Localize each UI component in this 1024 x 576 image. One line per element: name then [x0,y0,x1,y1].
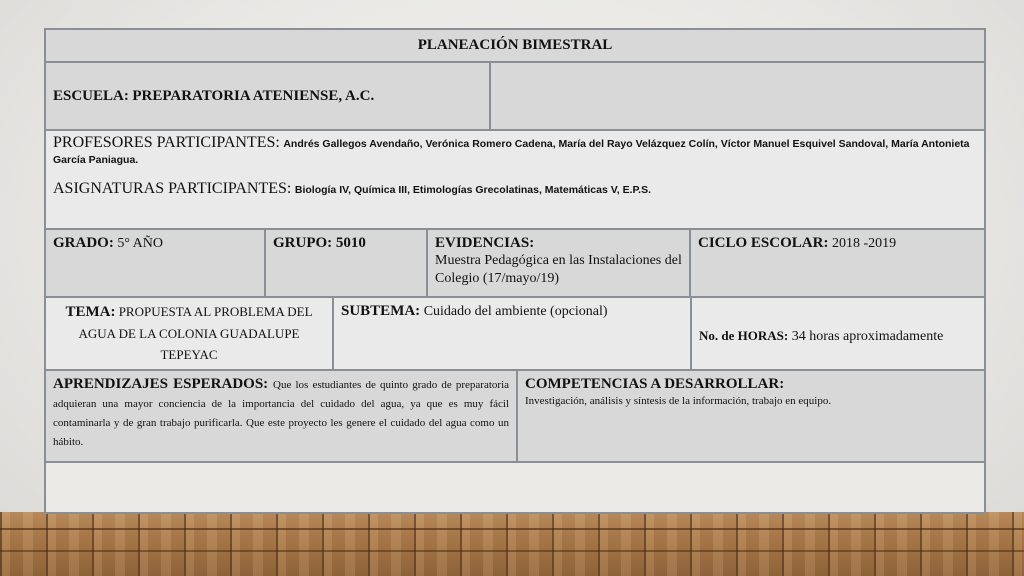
school-cell [45,62,490,130]
school-empty-cell [490,62,985,130]
competencies-value: Investigación, análisis y síntesis de la información, trabajo en equipo. [525,395,832,407]
subjects-label: ASIGNATURAS PARTICIPANTES: [53,180,292,197]
grade-value: 5° AÑO [117,236,163,251]
learning-cell [45,370,517,462]
subjects-value: Biología IV, Química III, Etimologías Grecolatinas, Matemáticas V, E.P.S. [294,184,652,196]
grade-cell [45,229,265,297]
learning-value: Que los estudiantes de quinto grado de preparatoria adquieran una mayor conciencia de la importancia del cuidado del agua, ya que es muy fácil contaminarla y de gran trabajo purificarla. Que este proyecto les genere el cuidado del agua como un hábito. [53,379,510,448]
learning-label: APRENDIZAJES ESPERADOS: [53,376,269,392]
competencies-cell [517,370,985,462]
school-label: ESCUELA: [53,88,129,104]
subtopic-label: SUBTEMA: [341,303,421,319]
planning-table [44,28,986,514]
teachers-label: PROFESORES PARTICIPANTES: [53,134,280,151]
competencies-label: COMPETENCIAS A DESARROLLAR: [525,376,785,392]
hours-label: No. de HORAS: [699,328,789,343]
empty-bottom-cell [45,462,985,513]
school-year-value: 2018 -2019 [831,236,897,251]
page-title: PLANEACIÓN BIMESTRAL [417,37,613,53]
school-year-cell [690,229,985,297]
grade-label: GRADO: [53,235,114,251]
topic-value: PROPUESTA AL PROBLEMA DEL AGUA DE LA COLONIA GUADALUPE TEPEYAC [78,304,313,362]
group-cell [265,229,427,297]
floor-seam [0,528,1024,530]
wood-floor-background [0,512,1024,576]
evidence-cell [427,229,690,297]
teachers-value: Andrés Gallegos Avendaño, Verónica Romero Cadena, María del Rayo Velázquez Colín, Víctor Manuel Esquivel Sandoval, María Antonieta García Paniagua. [53,138,970,166]
evidence-label: EVIDENCIAS: [435,235,535,251]
topic-cell [45,297,333,370]
title-cell [45,29,985,62]
group-label: GRUPO: 5010 [273,235,366,251]
topic-label: TEMA: [65,304,116,320]
hours-value: 34 horas aproximadamente [791,329,944,344]
school-year-label: CICLO ESCOLAR: [698,235,829,251]
subtopic-cell [333,297,691,370]
hours-cell [691,297,985,370]
subtopic-value: Cuidado del ambiente (opcional) [423,304,608,319]
participants-cell [45,130,985,229]
evidence-value: Muestra Pedagógica en las Instalaciones del Colegio (17/mayo/19) [435,253,682,286]
floor-seam [0,550,1024,552]
school-value: PREPARATORIA ATENIENSE, A.C. [132,88,375,104]
